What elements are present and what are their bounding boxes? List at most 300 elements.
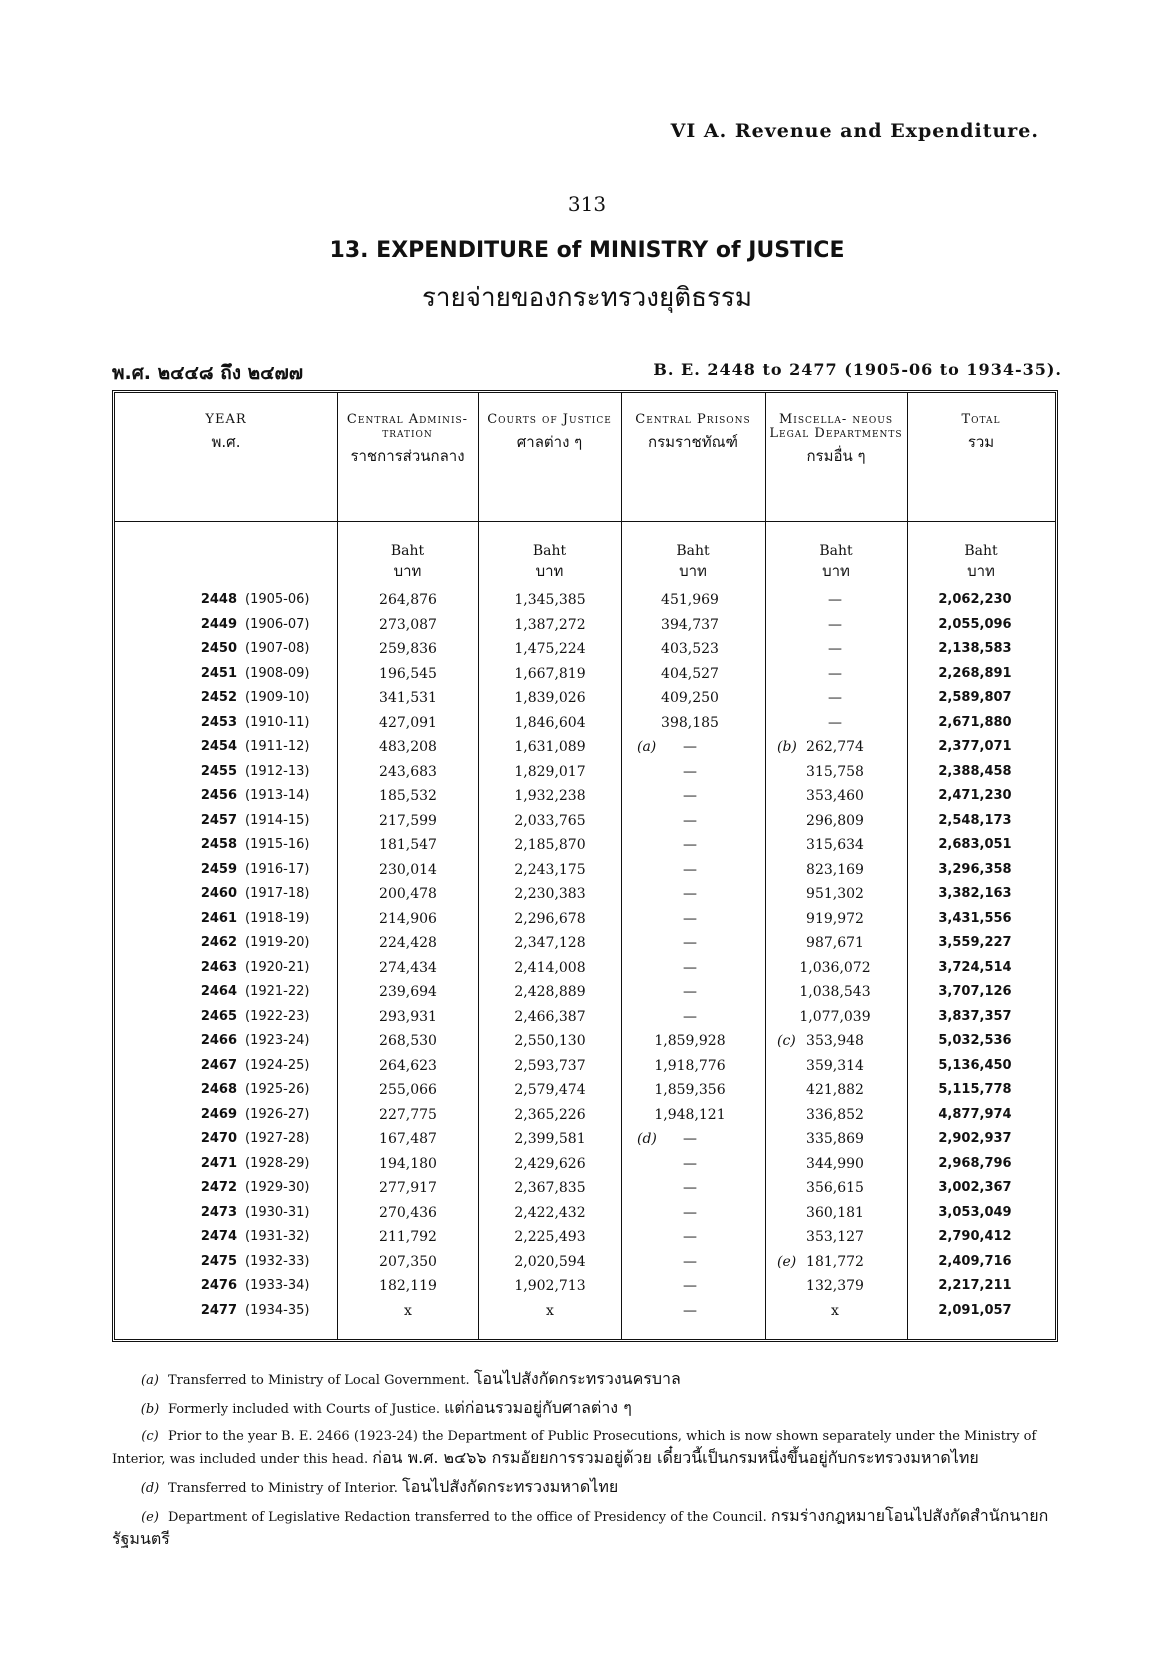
year-ce-cell: (1921-22) <box>245 984 310 999</box>
year-ce-cell: (1919-20) <box>245 935 310 950</box>
total-cell: 2,409,716 <box>938 1253 1012 1269</box>
misc-cell: 1,077,039 <box>799 1008 871 1025</box>
courts-cell: 2,230,383 <box>514 886 586 902</box>
footnote-text-thai: โอนไปสังกัดกระทรวงนครบาล <box>473 1369 681 1388</box>
year-ce-cell: (1934-35) <box>245 1302 310 1318</box>
prisons-cell: — <box>683 1180 697 1196</box>
misc-cell: 335,869 <box>806 1131 864 1147</box>
table-row <box>115 1005 1055 1030</box>
table-row <box>115 907 1055 932</box>
central-cell: 243,683 <box>379 763 437 780</box>
total-cell: 2,377,071 <box>938 739 1012 754</box>
misc-cell: 359,314 <box>806 1057 864 1074</box>
central-cell: 230,014 <box>379 861 437 878</box>
unit-label-thai: บาท <box>822 562 850 580</box>
misc-cell: 1,036,072 <box>799 959 871 976</box>
central-cell: 264,623 <box>379 1057 437 1074</box>
header-label: YEAR <box>205 412 247 427</box>
year-ce-cell: (1920-21) <box>245 959 310 975</box>
misc-cell: — <box>828 641 842 657</box>
unit-central <box>337 541 478 585</box>
unit-label: Baht <box>819 543 853 559</box>
courts-cell: 2,185,870 <box>514 837 586 853</box>
unit-label: Baht <box>964 543 998 559</box>
table-row <box>115 1250 1055 1275</box>
central-cell: 255,066 <box>379 1082 437 1098</box>
table-row <box>115 686 1055 711</box>
year-ce-cell: (1912-13) <box>245 763 310 779</box>
table-row <box>115 1176 1055 1201</box>
courts-cell: 1,387,272 <box>514 616 586 633</box>
footnote-marker: (c) <box>777 1033 796 1049</box>
unit-prisons <box>621 541 765 585</box>
total-cell: 5,032,536 <box>938 1033 1012 1048</box>
header-label-thai: ราชการส่วนกลาง <box>350 447 465 465</box>
year-be-cell: 2470 <box>200 1131 237 1146</box>
misc-cell: — <box>828 616 842 633</box>
footnote-text-thai: กรมร่างกฎหมายโอนไปสังกัดสำนักนายกรัฐมนตรี <box>112 1506 1049 1548</box>
header-courts-of-justice <box>478 393 621 521</box>
year-ce-cell: (1924-25) <box>245 1057 310 1073</box>
total-cell: 2,902,937 <box>938 1131 1012 1146</box>
misc-cell: 823,169 <box>806 861 864 878</box>
year-be-cell: 2473 <box>200 1204 237 1220</box>
courts-cell: 2,225,493 <box>514 1229 586 1245</box>
year-be-cell: 2448 <box>200 592 237 607</box>
total-cell: 3,002,367 <box>938 1180 1012 1195</box>
year-be-cell: 2467 <box>200 1057 237 1073</box>
footnote-text: Department of Legislative Redaction transferred to the office of Presidency of the Council. <box>168 1510 767 1525</box>
misc-cell: 951,302 <box>806 886 864 902</box>
prisons-cell: 1,859,356 <box>654 1082 726 1098</box>
prisons-cell: 1,918,776 <box>654 1057 726 1074</box>
year-be-cell: 2476 <box>200 1278 237 1293</box>
table-row <box>115 1078 1055 1103</box>
central-cell: 268,530 <box>379 1033 437 1049</box>
header-misc-legal-departments <box>765 393 907 521</box>
prisons-cell: — <box>683 861 697 878</box>
footnote-text: Transferred to Ministry of Local Government. <box>168 1373 470 1388</box>
year-be-cell: 2452 <box>200 690 237 705</box>
footnote-text: Transferred to Ministry of Interior. <box>168 1481 398 1496</box>
total-cell: 2,062,230 <box>938 592 1012 607</box>
header-label: Central Adminis- tration <box>346 412 469 441</box>
year-be-cell: 2462 <box>200 935 237 950</box>
total-cell: 4,877,974 <box>938 1106 1012 1122</box>
footnote-marker: (d) <box>637 1131 657 1147</box>
central-cell: 341,531 <box>379 690 437 706</box>
total-cell: 3,296,358 <box>938 861 1012 877</box>
total-cell: 2,548,173 <box>938 812 1012 828</box>
central-cell: 259,836 <box>379 641 437 657</box>
courts-cell: 1,345,385 <box>514 592 586 608</box>
table-row <box>115 1274 1055 1299</box>
total-cell: 3,559,227 <box>938 935 1012 950</box>
year-ce-cell: (1925-26) <box>245 1082 310 1097</box>
unit-label: Baht <box>390 543 425 559</box>
total-cell: 2,268,891 <box>938 665 1012 681</box>
central-cell: 270,436 <box>379 1204 437 1221</box>
courts-cell: 2,399,581 <box>514 1131 586 1147</box>
year-be-cell: 2464 <box>200 984 237 999</box>
year-ce-cell: (1911-12) <box>245 739 310 754</box>
footnote <box>112 1476 1060 1499</box>
courts-cell: 1,475,224 <box>514 641 586 657</box>
courts-cell: 2,579,474 <box>514 1082 586 1098</box>
courts-cell: 2,466,387 <box>514 1008 586 1025</box>
central-cell: 217,599 <box>379 812 437 829</box>
year-be-cell: 2469 <box>200 1106 237 1122</box>
misc-cell: 1,038,543 <box>799 984 871 1000</box>
misc-cell: — <box>828 690 842 706</box>
header-central-prisons <box>621 393 765 521</box>
total-cell: 2,138,583 <box>938 641 1012 656</box>
year-be-cell: 2475 <box>200 1253 237 1269</box>
courts-cell: 2,033,765 <box>514 812 586 829</box>
footnote-label: (b) <box>140 1402 160 1417</box>
prisons-cell: — <box>683 788 697 804</box>
unit-courts <box>478 541 621 585</box>
footnote-marker: (b) <box>777 739 797 755</box>
header-central-administration <box>337 393 478 521</box>
footnote <box>112 1397 1060 1420</box>
misc-cell: 353,948 <box>806 1033 864 1049</box>
unit-misc <box>765 541 907 585</box>
header-label: Courts of Justice <box>487 412 612 427</box>
total-cell: 2,968,796 <box>938 1155 1012 1171</box>
footnote <box>112 1368 1060 1391</box>
year-be-cell: 2459 <box>200 861 237 877</box>
total-cell: 3,724,514 <box>938 959 1012 975</box>
table-row <box>115 637 1055 662</box>
misc-cell: 421,882 <box>806 1082 864 1098</box>
year-ce-cell: (1922-23) <box>245 1008 310 1024</box>
misc-cell: 296,809 <box>806 812 864 829</box>
misc-cell: 336,852 <box>806 1106 864 1123</box>
year-be-cell: 2460 <box>200 886 237 901</box>
table-row <box>115 613 1055 638</box>
misc-cell: 353,127 <box>806 1229 864 1245</box>
central-cell: 214,906 <box>379 910 437 927</box>
prisons-cell: 1,948,121 <box>654 1106 726 1123</box>
year-be-cell: 2468 <box>200 1082 237 1097</box>
courts-cell: 2,429,626 <box>514 1155 586 1172</box>
table-row <box>115 711 1055 736</box>
year-be-cell: 2450 <box>200 641 237 656</box>
prisons-cell: — <box>683 1204 697 1221</box>
footnote-text: Formerly included with Courts of Justice. <box>168 1402 440 1417</box>
prisons-cell: 394,737 <box>661 616 719 633</box>
year-be-cell: 2471 <box>200 1155 237 1171</box>
prisons-cell: 404,527 <box>661 665 719 682</box>
year-ce-cell: (1932-33) <box>245 1253 310 1269</box>
total-cell: 5,115,778 <box>938 1082 1012 1097</box>
central-cell: 483,208 <box>379 739 437 755</box>
year-ce-cell: (1908-09) <box>245 665 310 681</box>
year-ce-cell: (1915-16) <box>245 837 310 852</box>
prisons-cell: — <box>683 837 697 853</box>
table-body <box>115 588 1055 1323</box>
header-label: Miscella- neous Legal Departments <box>769 412 903 441</box>
misc-cell: 360,181 <box>806 1204 864 1221</box>
year-be-cell: 2472 <box>200 1180 237 1195</box>
year-ce-cell: (1930-31) <box>245 1204 310 1220</box>
year-ce-cell: (1916-17) <box>245 861 310 877</box>
prisons-cell: 451,969 <box>661 592 719 608</box>
footnote-label: (e) <box>141 1510 159 1525</box>
year-be-cell: 2454 <box>200 739 237 754</box>
unit-label-thai: บาท <box>679 562 707 580</box>
misc-cell: 987,671 <box>806 935 864 951</box>
year-be-cell: 2457 <box>200 812 237 828</box>
header-label-thai: ศาลต่าง ๆ <box>516 433 583 451</box>
misc-cell: 181,772 <box>806 1253 864 1270</box>
misc-cell: — <box>828 665 842 682</box>
central-cell: 224,428 <box>379 935 437 951</box>
central-cell: 227,775 <box>379 1106 437 1123</box>
central-cell: 277,917 <box>379 1180 437 1196</box>
year-ce-cell: (1923-24) <box>245 1033 310 1048</box>
footnote-marker: (a) <box>637 739 657 755</box>
year-be-cell: 2463 <box>200 959 237 975</box>
misc-cell: 315,634 <box>806 837 864 853</box>
expenditure-table <box>112 390 1058 1342</box>
footnote-label: (a) <box>141 1373 159 1388</box>
table-row <box>115 809 1055 834</box>
year-be-cell: 2449 <box>200 616 237 632</box>
courts-cell: 1,829,017 <box>514 763 586 780</box>
central-cell: 264,876 <box>379 592 437 608</box>
courts-cell: 2,347,128 <box>514 935 586 951</box>
central-cell: 239,694 <box>379 984 437 1000</box>
total-cell: 3,053,049 <box>938 1204 1012 1220</box>
unit-total <box>907 541 1055 585</box>
total-cell: 2,055,096 <box>938 616 1012 632</box>
prisons-cell: — <box>683 1131 697 1147</box>
central-cell: 194,180 <box>379 1155 437 1172</box>
header-total <box>907 393 1055 521</box>
table-row <box>115 1201 1055 1226</box>
year-ce-cell: (1926-27) <box>245 1106 310 1122</box>
courts-cell: x <box>546 1302 554 1319</box>
table-row <box>115 1152 1055 1177</box>
central-cell: 181,547 <box>379 837 437 853</box>
table-row <box>115 931 1055 956</box>
courts-cell: 2,367,835 <box>514 1180 586 1196</box>
courts-cell: 2,414,008 <box>514 959 586 976</box>
footnotes <box>112 1368 1060 1557</box>
table-row <box>115 1299 1055 1324</box>
year-ce-cell: (1905-06) <box>245 592 310 607</box>
central-cell: 293,931 <box>379 1008 437 1025</box>
misc-cell: 132,379 <box>806 1278 864 1294</box>
prisons-cell: — <box>683 935 697 951</box>
prisons-cell: — <box>683 886 697 902</box>
year-be-cell: 2466 <box>200 1033 237 1048</box>
prisons-cell: — <box>683 1278 697 1294</box>
prisons-cell: — <box>683 763 697 780</box>
central-cell: 274,434 <box>379 959 437 976</box>
misc-cell: 262,774 <box>806 739 864 755</box>
total-cell: 3,837,357 <box>938 1008 1012 1024</box>
table-row <box>115 1225 1055 1250</box>
header-year <box>115 393 337 521</box>
header-label-thai: พ.ศ. <box>211 433 241 451</box>
courts-cell: 1,932,238 <box>514 788 586 804</box>
prisons-cell: 1,859,928 <box>654 1033 726 1049</box>
year-be-cell: 2451 <box>200 665 237 681</box>
footnote-marker: (e) <box>777 1253 797 1270</box>
year-ce-cell: (1931-32) <box>245 1229 310 1244</box>
prisons-cell: — <box>683 910 697 927</box>
header-label-thai: กรมราชทัณฑ์ <box>648 433 738 451</box>
table-row <box>115 882 1055 907</box>
courts-cell: 1,902,713 <box>514 1278 586 1294</box>
prisons-cell: — <box>683 1253 697 1270</box>
prisons-cell: — <box>683 1229 697 1245</box>
unit-label: Baht <box>532 543 567 559</box>
unit-label-thai: บาท <box>393 562 422 580</box>
central-cell: 185,532 <box>379 788 437 804</box>
footnote-label: (d) <box>140 1481 160 1496</box>
central-cell: 200,478 <box>379 886 437 902</box>
central-cell: 211,792 <box>379 1229 437 1245</box>
total-cell: 3,707,126 <box>938 984 1012 999</box>
prisons-cell: — <box>683 1008 697 1025</box>
prisons-cell: — <box>683 984 697 1000</box>
total-cell: 2,217,211 <box>938 1278 1012 1293</box>
central-cell: 196,545 <box>379 665 437 682</box>
period-thai: พ.ศ. ๒๔๔๘ ถึง ๒๔๗๗ <box>112 362 304 384</box>
year-ce-cell: (1913-14) <box>245 788 310 803</box>
table-row <box>115 735 1055 760</box>
year-be-cell: 2456 <box>200 788 237 803</box>
total-cell: 3,382,163 <box>938 886 1012 901</box>
table-row <box>115 956 1055 981</box>
courts-cell: 2,593,737 <box>514 1057 586 1074</box>
courts-cell: 2,365,226 <box>514 1106 586 1123</box>
prisons-cell: 398,185 <box>661 714 719 731</box>
misc-cell: — <box>828 714 842 731</box>
table-row <box>115 1103 1055 1128</box>
table-row <box>115 760 1055 785</box>
year-ce-cell: (1927-28) <box>245 1131 310 1146</box>
table-row <box>115 833 1055 858</box>
section-heading: VI A. Revenue and Expenditure. <box>670 120 1039 142</box>
table-row <box>115 1029 1055 1054</box>
year-ce-cell: (1933-34) <box>245 1278 310 1293</box>
courts-cell: 2,020,594 <box>514 1253 586 1270</box>
courts-cell: 1,667,819 <box>514 665 586 682</box>
header-label-thai: กรมอื่น ๆ <box>806 447 866 465</box>
central-cell: 273,087 <box>379 616 437 633</box>
courts-cell: 2,296,678 <box>514 910 586 927</box>
table-row <box>115 980 1055 1005</box>
prisons-cell: 409,250 <box>661 690 719 706</box>
total-cell: 2,388,458 <box>938 763 1012 779</box>
table-row <box>115 858 1055 883</box>
courts-cell: 1,839,026 <box>514 690 586 706</box>
footnote-text-thai: ก่อน พ.ศ. ๒๔๖๖ กรมอัยยการรวมอยู่ด้วย เดี๋ยวนี้เป็นกรมหนึ่งขึ้นอยู่กับกระทรวงมหาดไทย <box>372 1448 979 1467</box>
table-row <box>115 588 1055 613</box>
total-cell: 3,431,556 <box>938 910 1012 926</box>
year-ce-cell: (1918-19) <box>245 910 310 926</box>
year-ce-cell: (1907-08) <box>245 641 310 656</box>
footnote <box>112 1505 1060 1551</box>
page-number: 313 <box>567 192 607 216</box>
year-be-cell: 2458 <box>200 837 237 852</box>
page-title: 13. EXPENDITURE of MINISTRY of JUSTICE <box>329 238 845 263</box>
year-ce-cell: (1917-18) <box>245 886 310 901</box>
year-be-cell: 2474 <box>200 1229 237 1244</box>
year-ce-cell: (1906-07) <box>245 616 310 632</box>
table-row <box>115 784 1055 809</box>
total-cell: 2,683,051 <box>938 837 1012 852</box>
year-be-cell: 2465 <box>200 1008 237 1024</box>
total-cell: 2,790,412 <box>938 1229 1012 1244</box>
year-be-cell: 2453 <box>200 714 237 730</box>
header-label: Central Prisons <box>635 412 751 427</box>
misc-cell: — <box>828 592 842 608</box>
total-cell: 2,471,230 <box>938 788 1012 803</box>
table-row <box>115 662 1055 687</box>
courts-cell: 1,846,604 <box>514 714 586 731</box>
prisons-cell: 403,523 <box>661 641 719 657</box>
footnote <box>112 1426 1060 1470</box>
total-cell: 2,589,807 <box>938 690 1012 705</box>
header-label-thai: รวม <box>967 433 995 451</box>
central-cell: 182,119 <box>379 1278 437 1294</box>
year-ce-cell: (1928-29) <box>245 1155 310 1171</box>
courts-cell: 2,422,432 <box>514 1204 586 1221</box>
footnote-text-thai: โอนไปสังกัดกระทรวงมหาดไทย <box>401 1477 619 1496</box>
footnote-label: (c) <box>141 1429 159 1444</box>
header-label: Total <box>961 412 1001 427</box>
courts-cell: 2,243,175 <box>514 861 586 878</box>
prisons-cell: — <box>683 1155 697 1172</box>
total-cell: 2,671,880 <box>938 714 1012 730</box>
misc-cell: 919,972 <box>806 910 864 927</box>
prisons-cell: — <box>683 959 697 976</box>
misc-cell: 315,758 <box>806 763 864 780</box>
central-cell: 427,091 <box>379 714 437 731</box>
prisons-cell: — <box>683 812 697 829</box>
misc-cell: 344,990 <box>806 1155 864 1172</box>
year-ce-cell: (1914-15) <box>245 812 310 828</box>
total-cell: 2,091,057 <box>938 1302 1012 1318</box>
central-cell: 207,350 <box>379 1253 437 1270</box>
misc-cell: 353,460 <box>806 788 864 804</box>
unit-label-thai: บาท <box>535 562 564 580</box>
year-be-cell: 2477 <box>200 1302 237 1318</box>
total-cell: 5,136,450 <box>938 1057 1012 1073</box>
misc-cell: x <box>831 1302 839 1319</box>
prisons-cell: — <box>683 739 697 755</box>
year-ce-cell: (1910-11) <box>245 714 310 730</box>
courts-cell: 2,428,889 <box>514 984 586 1000</box>
year-ce-cell: (1909-10) <box>245 690 310 705</box>
year-be-cell: 2461 <box>200 910 237 926</box>
page-title-thai: รายจ่ายของกระทรวงยุติธรรม <box>421 283 753 313</box>
central-cell: x <box>404 1302 412 1319</box>
footnote-text: Prior to the year B. E. 2466 (1923-24) the Department of Public Prosecutions, which is now shown separately under the Ministry of Interior, was included under this head. <box>112 1429 1037 1467</box>
prisons-cell: — <box>683 1302 697 1319</box>
year-ce-cell: (1929-30) <box>245 1180 310 1195</box>
misc-cell: 356,615 <box>806 1180 864 1196</box>
central-cell: 167,487 <box>379 1131 437 1147</box>
year-be-cell: 2455 <box>200 763 237 779</box>
unit-label-thai: บาท <box>967 562 995 580</box>
